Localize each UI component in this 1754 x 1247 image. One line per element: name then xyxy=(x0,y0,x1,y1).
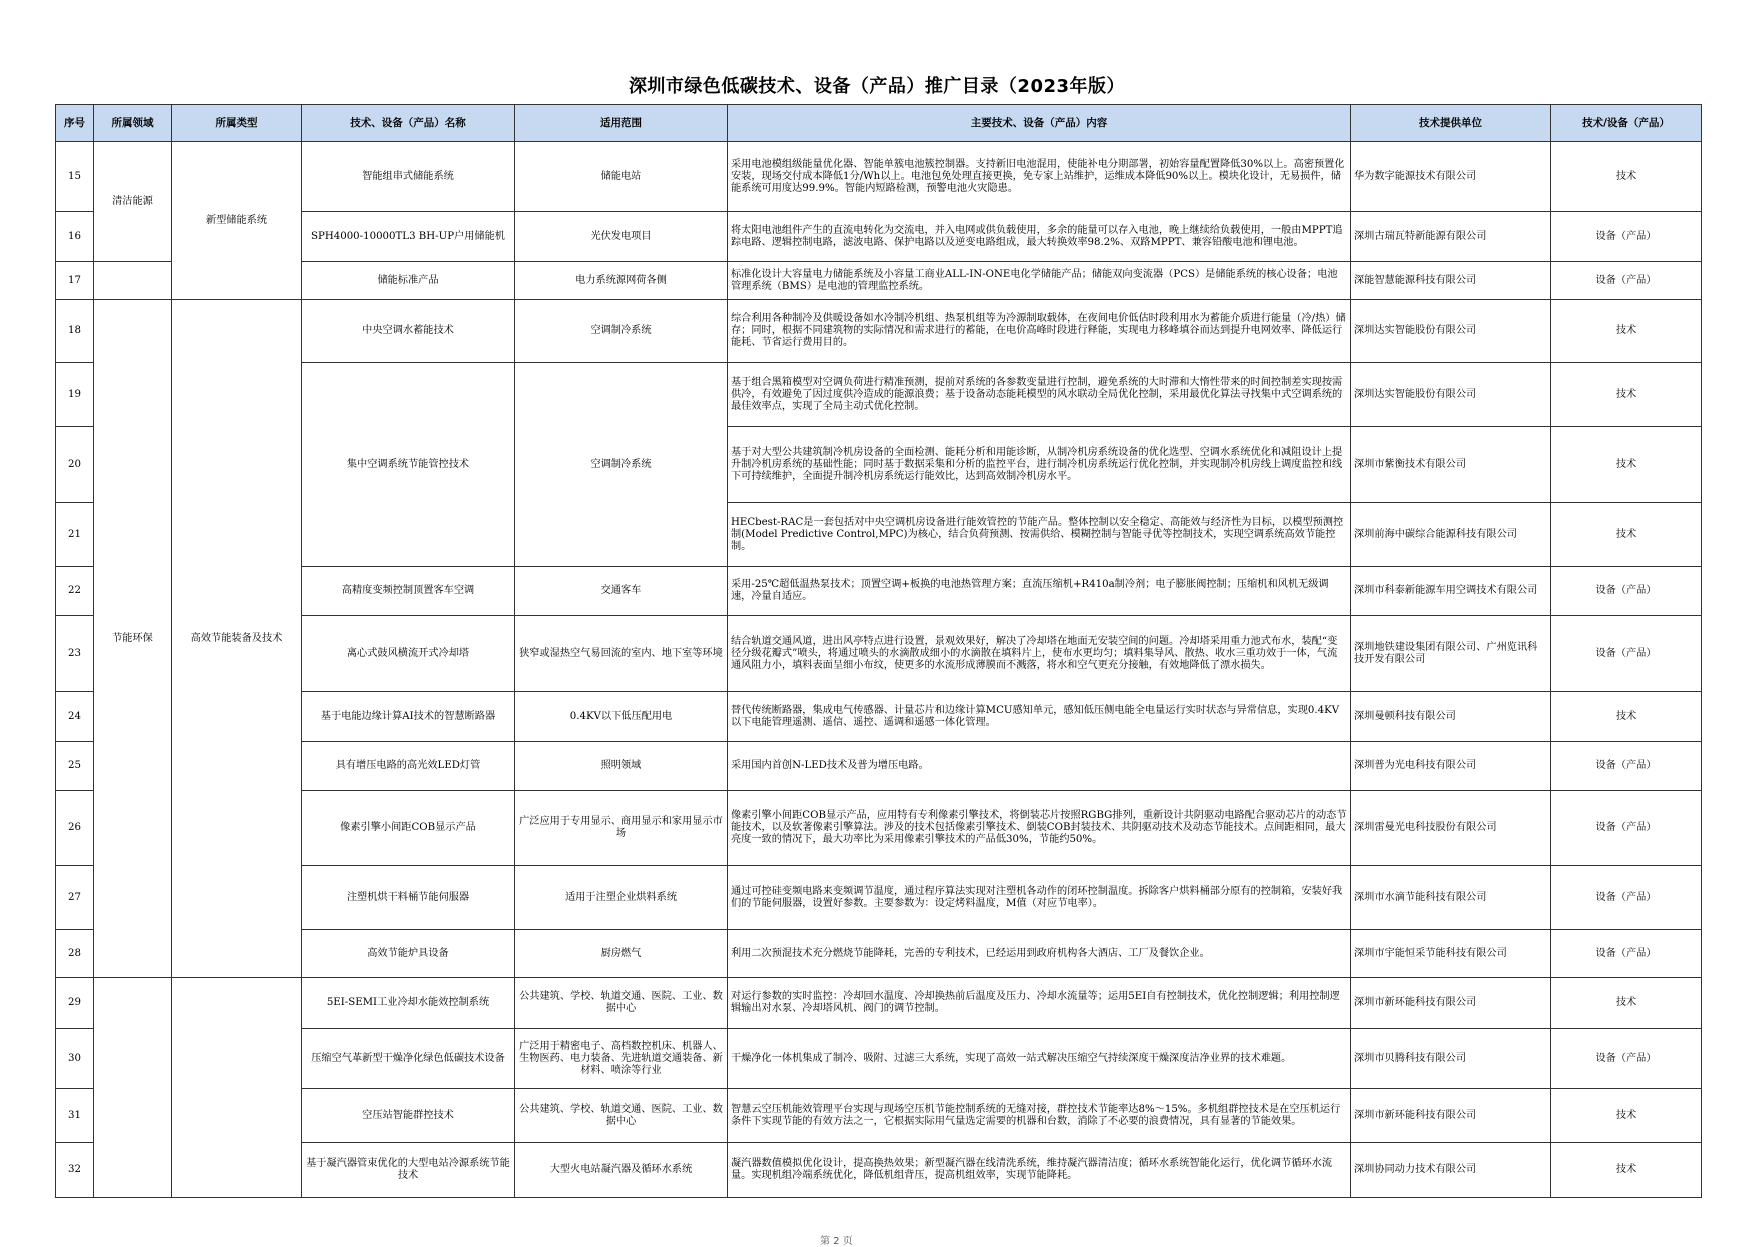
row-scope: 交通客车 xyxy=(515,567,728,616)
row-kind: 设备（产品） xyxy=(1551,262,1702,300)
row-seq: 25 xyxy=(56,742,94,791)
table-row xyxy=(56,363,1702,427)
row-provider: 深圳地铁建设集团有限公司、广州览讯科技开发有限公司 xyxy=(1351,616,1551,692)
row-content: 替代传统断路器，集成电气传感器、计量芯片和边缘计算MCU感知单元，感知低压侧电能全电量运行实时状态与异常信息，实现0.4KV以下电能管理遥测、遥信、遥控、遥调和遥感一体化管理。 xyxy=(728,692,1351,742)
header-content: 主要技术、设备（产品）内容 xyxy=(728,105,1351,142)
row-content: 基于对大型公共建筑制冷机房设备的全面检测、能耗分析和用能诊断，从制冷机房系统设备的优化选型、空调水系统优化和减阻设计上提升制冷机房系统的基础性能；同时基于数据采集和分析的监控平台，进行制冷机房系统运行优化控制，并实现制冷机房线上调度监控和线下可持续维护，全面提升制冷机房系统运行能效比，达到高效制冷机房水平。 xyxy=(728,427,1351,503)
table-row xyxy=(56,212,1702,262)
row-scope: 厨房燃气 xyxy=(515,930,728,978)
row-scope: 电力系统源网荷各侧 xyxy=(515,262,728,300)
page-title: 深圳市绿色低碳技术、设备（产品）推广目录（2023年版） xyxy=(628,76,1126,97)
row-content: 智慧云空压机能效管理平台实现与现场空压机节能控制系统的无缝对接，群控技术节能率达8%～15%。多机组群控技术是在空压机运行条件下实现节能的有效方法之一，它根据实际用气量选定需要的机器和台数，消除了不必要的浪费情况，具有显著的节能效果。 xyxy=(728,1089,1351,1143)
row-content: 干燥净化一体机集成了制冷、吸附、过滤三大系统，实现了高效一站式解决压缩空气持续深度干燥深度洁净业界的技术难题。 xyxy=(728,1029,1351,1089)
row-content: 将太阳电池组件产生的直流电转化为交流电，并入电网或供负载使用，多余的能量可以存入电池，晚上继续给负载使用，一般由MPPT追踪电路、逻辑控制电路，滤波电路、保护电路以及逆变电路组成，最大转换效率98.2%、双路MPPT、兼容铅酸电池和锂电池。 xyxy=(728,212,1351,262)
row-seq: 21 xyxy=(56,503,94,567)
row-name: 高效节能炉具设备 xyxy=(302,930,515,978)
row-seq: 31 xyxy=(56,1089,94,1143)
row-provider: 深圳前海中碳综合能源科技有限公司 xyxy=(1351,503,1551,567)
row-content: 结合轨道交通风道，进出风亭特点进行设置，景观效果好，解决了冷却塔在地面无安装空间的问题。冷却塔采用重力池式布水，装配“变径分级花瓣式”喷头，将通过喷头的水滴散成细小的水滴散在填料片上，使布水更均匀；填料集导风、散热、收水三重功效于一体，气流通风阻力小，填料表面呈细小布纹，使更多的水流形成薄膜而不溅落，将水和空气更充分接触，有效地降低了漂水损失。 xyxy=(728,616,1351,692)
row-content: 利用二次预混技术充分燃烧节能降耗，完善的专利技术，已经运用到政府机构各大酒店、工厂及餐饮企业。 xyxy=(728,930,1351,978)
row-scope: 0.4KV以下低压配用电 xyxy=(515,692,728,742)
row-scope: 狭窄或湿热空气易回流的室内、地下室等环境 xyxy=(515,616,728,692)
row-kind: 技术 xyxy=(1551,503,1702,567)
row-content: 对运行参数的实时监控：冷却回水温度、冷却换热前后温度及压力、冷却水流量等；运用5EI自有控制技术，优化控制逻辑；利用控制逻辑输出对水泵、冷却塔风机、阀门的调节控制。 xyxy=(728,978,1351,1029)
row-seq: 20 xyxy=(56,427,94,503)
row-content: HECbest-RAC是一套包括对中央空调机房设备进行能效管控的节能产品。整体控制以安全稳定、高能效与经济性为目标，以模型预测控制(Model Predictive Control,MPC)为核心，结合负荷预测、按需供给、模糊控制与智能寻优等控制技术，实现空调系统高效节能控制。 xyxy=(728,503,1351,567)
row-kind: 技术 xyxy=(1551,692,1702,742)
row-seq: 18 xyxy=(56,300,94,363)
row-kind: 技术 xyxy=(1551,363,1702,427)
row-seq: 29 xyxy=(56,978,94,1029)
table-row xyxy=(56,262,1702,300)
row-scope: 储能电站 xyxy=(515,142,728,212)
row-name: 注塑机烘干料桶节能伺服器 xyxy=(302,866,515,930)
header-kind: 技术/设备（产品） xyxy=(1551,105,1702,142)
table-row xyxy=(56,567,1702,616)
row-content: 基于组合黑箱模型对空调负荷进行精准预测，提前对系统的各参数变量进行控制，避免系统的大时滞和大惰性带来的时间控制差实现按需供冷，有效避免了因过度供冷造成的能源浪费；基于设备动态能耗模型的风水联动全局优化控制，采用最优化算法寻找集中式空调系统的最佳效率点，实现了全局主动式优化控制。 xyxy=(728,363,1351,427)
row-kind: 设备（产品） xyxy=(1551,567,1702,616)
table-row xyxy=(56,930,1702,978)
row-content: 通过可控硅变频电路来变频调节温度，通过程序算法实现对注塑机各动作的闭环控制温度。拆除客户烘料桶部分原有的控制箱，安装好我们的节能伺服器，设置好参数。主要参数为：设定烤料温度，M值（对应节电率）。 xyxy=(728,866,1351,930)
row-name: 具有增压电路的高光效LED灯管 xyxy=(302,742,515,791)
row-content: 采用电池模组级能量优化器、智能单簇电池簇控制器。支持新旧电池混用，使能补电分期部署，初始容量配置降低30%以上。高密预置化安装，现场交付成本降低1分/Wh以上。电池包免处理直接更换，免专家上站维护，运维成本降低90%以上。模块化设计，无易损件，储能系统可用度达99.9%。智能内短路检测，预警电池火灾隐患。 xyxy=(728,142,1351,212)
row-scope: 广泛应用于专用显示、商用显示和家用显示市场 xyxy=(515,791,728,866)
field-clean-energy: 清洁能源 xyxy=(94,142,172,262)
row-content: 凝汽器数值模拟优化设计，提高换热效果；新型凝汽器在线清洗系统，维持凝汽器清洁度；循环水系统智能化运行，优化调节循环水流量。实现机组冷端系统优化，降低机组背压，提高机组效率，实现节能降耗。 xyxy=(728,1143,1351,1198)
row-seq: 15 xyxy=(56,142,94,212)
row-seq: 19 xyxy=(56,363,94,427)
row-scope: 空调制冷系统 xyxy=(515,363,728,567)
table-row xyxy=(56,142,1702,212)
table-row xyxy=(56,1029,1702,1089)
row-name: 空压站智能群控技术 xyxy=(302,1089,515,1143)
row-provider: 深圳市贝腾科技有限公司 xyxy=(1351,1029,1551,1089)
row-name: 基于电能边缘计算AI技术的智慧断路器 xyxy=(302,692,515,742)
row-name: SPH4000-10000TL3 BH-UP户用储能机 xyxy=(302,212,515,262)
row-kind: 技术 xyxy=(1551,1089,1702,1143)
row-scope: 广泛用于精密电子、高档数控机床、机器人、生物医药、电力装备、先进轨道交通装备、新材料、喷涂等行业 xyxy=(515,1029,728,1089)
row-seq: 17 xyxy=(56,262,94,300)
row-content: 像素引擎小间距COB显示产品，应用特有专利像素引擎技术，将倒装芯片按照RGBG排列，重新设计共阴驱动电路配合驱动芯片的动态节能技术，以及软著像素引擎算法。涉及的技术包括像素引擎技术、倒装COB封装技术、共阴驱动技术及动态节能技术。点间距相同，最大亮度一致的情况下，最大功率比为采用像素引擎技术的产品低30%，节能约50%。 xyxy=(728,791,1351,866)
row-kind: 设备（产品） xyxy=(1551,866,1702,930)
row-kind: 设备（产品） xyxy=(1551,616,1702,692)
row-name: 集中空调系统节能管控技术 xyxy=(302,363,515,567)
header-provider: 技术提供单位 xyxy=(1351,105,1551,142)
category-continued-cell xyxy=(172,978,302,1198)
row-content: 综合利用各种制冷及供暖设备如水冷制冷机组、热泵机组等为冷源制取载体，在夜间电价低估时段利用水为蓄能介质进行能量（冷/热）储存；同时，根据不同建筑物的实际情况和需求进行的蓄能，在电价高峰时段进行释能，实现电力移峰填谷而达到提升电网效率、降低运行能耗、节省运行费用目的。 xyxy=(728,300,1351,363)
row-kind: 设备（产品） xyxy=(1551,742,1702,791)
row-kind: 技术 xyxy=(1551,142,1702,212)
table-row xyxy=(56,978,1702,1029)
row-provider: 深圳协同动力技术有限公司 xyxy=(1351,1143,1551,1198)
catalog-table xyxy=(55,104,1702,1198)
row-name: 离心式鼓风横流开式冷却塔 xyxy=(302,616,515,692)
row-scope: 照明领域 xyxy=(515,742,728,791)
row-name: 储能标准产品 xyxy=(302,262,515,300)
row-provider: 深圳古瑞瓦特新能源有限公司 xyxy=(1351,212,1551,262)
row-kind: 设备（产品） xyxy=(1551,791,1702,866)
table-row xyxy=(56,1089,1702,1143)
row-provider: 深圳市新环能科技有限公司 xyxy=(1351,1089,1551,1143)
header-scope: 适用范围 xyxy=(515,105,728,142)
field-continued-cell xyxy=(94,978,172,1198)
row-provider: 深圳普为光电科技有限公司 xyxy=(1351,742,1551,791)
row-name: 基于凝汽器管束优化的大型电站冷源系统节能技术 xyxy=(302,1143,515,1198)
category-storage: 新型储能系统 xyxy=(172,142,302,300)
row-name: 压缩空气革新型干燥净化绿色低碳技术设备 xyxy=(302,1029,515,1089)
field-blank-cell xyxy=(94,262,172,300)
category-efficient: 高效节能装备及技术 xyxy=(172,300,302,978)
row-seq: 27 xyxy=(56,866,94,930)
header-category: 所属类型 xyxy=(172,105,302,142)
field-energy-saving: 节能环保 xyxy=(94,300,172,978)
row-provider: 深圳市科泰新能源车用空调技术有限公司 xyxy=(1351,567,1551,616)
table-row xyxy=(56,866,1702,930)
row-name: 中央空调水蓄能技术 xyxy=(302,300,515,363)
row-content: 采用-25℃超低温热泵技术；顶置空调+板换的电池热管理方案；直流压缩机+R410a制冷剂；电子膨胀阀控制；压缩机和风机无级调速，冷量自适应。 xyxy=(728,567,1351,616)
row-name: 智能组串式储能系统 xyxy=(302,142,515,212)
header-name: 技术、设备（产品）名称 xyxy=(302,105,515,142)
row-seq: 30 xyxy=(56,1029,94,1089)
row-seq: 28 xyxy=(56,930,94,978)
row-kind: 技术 xyxy=(1551,978,1702,1029)
row-seq: 24 xyxy=(56,692,94,742)
row-kind: 技术 xyxy=(1551,300,1702,363)
table-row xyxy=(56,692,1702,742)
row-seq: 23 xyxy=(56,616,94,692)
row-scope: 公共建筑、学校、轨道交通、医院、工业、数据中心 xyxy=(515,978,728,1029)
row-provider: 深能智慧能源科技有限公司 xyxy=(1351,262,1551,300)
row-provider: 深圳市宇能恒采节能科技有限公司 xyxy=(1351,930,1551,978)
row-scope: 光伏发电项目 xyxy=(515,212,728,262)
row-seq: 32 xyxy=(56,1143,94,1198)
row-name: 5EI-SEMI工业冷却水能效控制系统 xyxy=(302,978,515,1029)
table-header-row xyxy=(56,105,1702,142)
row-provider: 深圳达实智能股份有限公司 xyxy=(1351,300,1551,363)
table-row xyxy=(56,300,1702,363)
header-field: 所属领域 xyxy=(94,105,172,142)
row-provider: 深圳市紫衡技术有限公司 xyxy=(1351,427,1551,503)
row-kind: 技术 xyxy=(1551,1143,1702,1198)
row-kind: 设备（产品） xyxy=(1551,1029,1702,1089)
row-scope: 公共建筑、学校、轨道交通、医院、工业、数据中心 xyxy=(515,1089,728,1143)
table-row xyxy=(56,791,1702,866)
row-provider: 深圳曼顿科技有限公司 xyxy=(1351,692,1551,742)
row-provider: 深圳达实智能股份有限公司 xyxy=(1351,363,1551,427)
table-row xyxy=(56,742,1702,791)
row-provider: 深圳雷曼光电科技股份有限公司 xyxy=(1351,791,1551,866)
row-seq: 16 xyxy=(56,212,94,262)
row-seq: 22 xyxy=(56,567,94,616)
page-footer: 第 2 页 xyxy=(820,1236,853,1247)
row-provider: 深圳市水滴节能科技有限公司 xyxy=(1351,866,1551,930)
row-content: 标准化设计大容量电力储能系统及小容量工商业ALL-IN-ONE电化学储能产品；储能双向变流器（PCS）是储能系统的核心设备；电池管理系统（BMS）是电池的管理监控系统。 xyxy=(728,262,1351,300)
header-seq: 序号 xyxy=(56,105,94,142)
row-kind: 设备（产品） xyxy=(1551,212,1702,262)
row-seq: 26 xyxy=(56,791,94,866)
row-name: 像素引擎小间距COB显示产品 xyxy=(302,791,515,866)
table-row xyxy=(56,616,1702,692)
row-name: 高精度变频控制顶置客车空调 xyxy=(302,567,515,616)
row-scope: 大型火电站凝汽器及循环水系统 xyxy=(515,1143,728,1198)
table-row xyxy=(56,1143,1702,1198)
row-kind: 技术 xyxy=(1551,427,1702,503)
row-content: 采用国内首创N-LED技术及普为增压电路。 xyxy=(728,742,1351,791)
row-scope: 适用于注塑企业烘料系统 xyxy=(515,866,728,930)
row-kind: 设备（产品） xyxy=(1551,930,1702,978)
row-scope: 空调制冷系统 xyxy=(515,300,728,363)
row-provider: 深圳市新环能科技有限公司 xyxy=(1351,978,1551,1029)
row-provider: 华为数字能源技术有限公司 xyxy=(1351,142,1551,212)
